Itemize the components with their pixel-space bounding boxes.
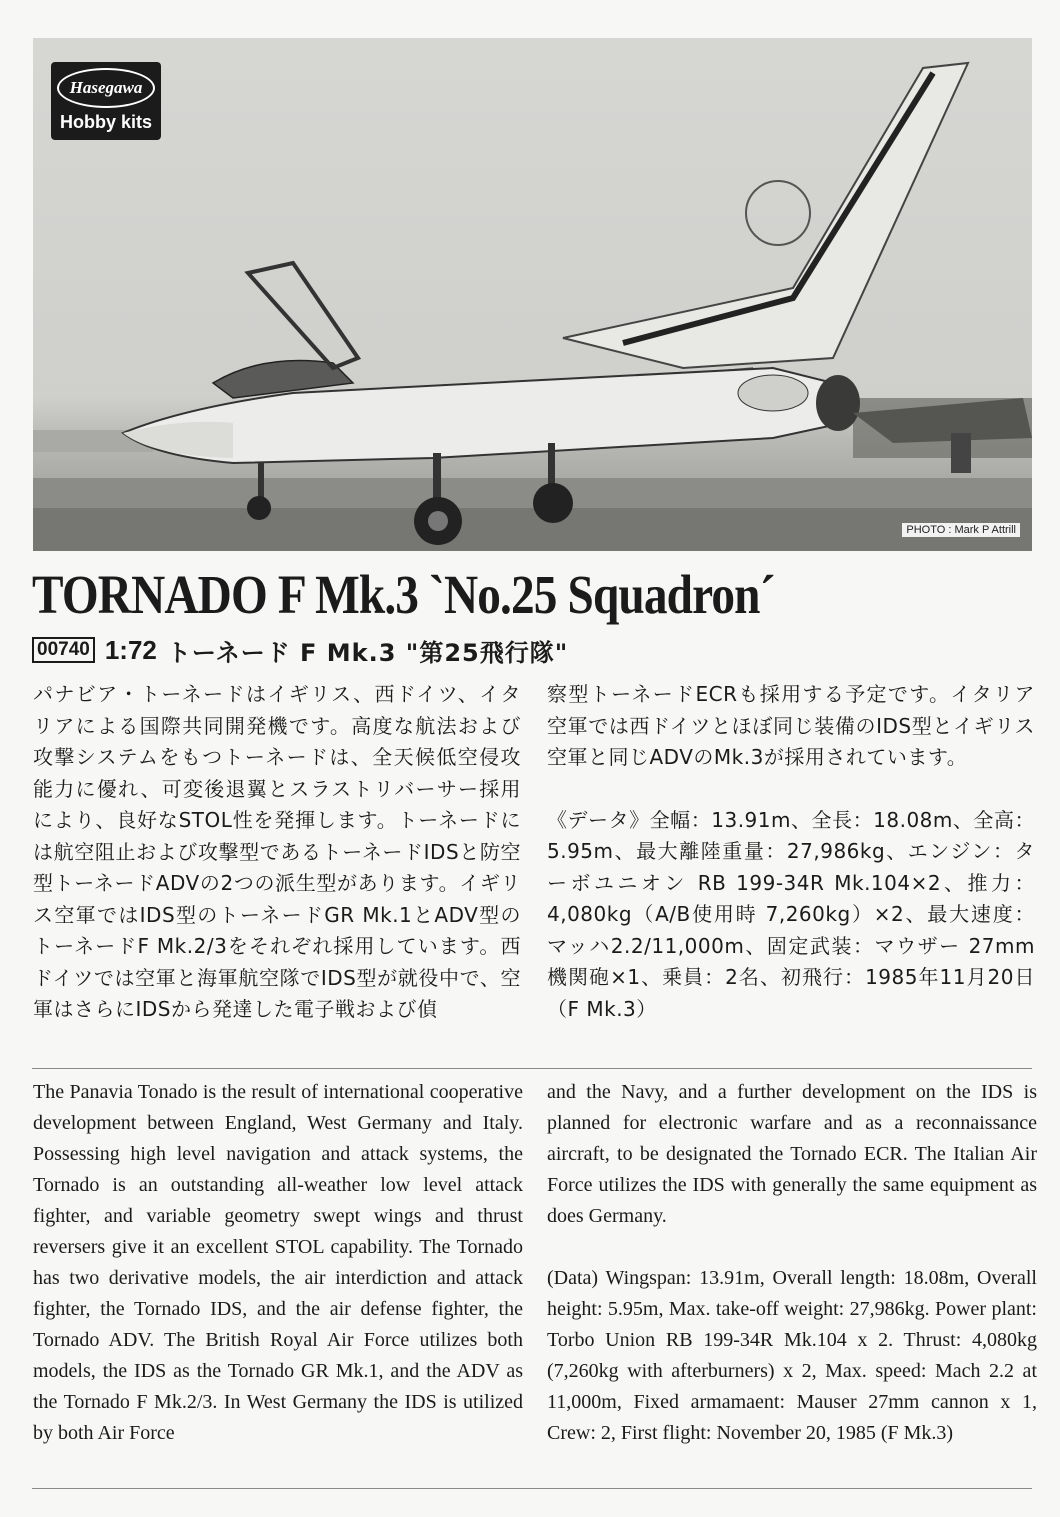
tornado-aircraft-illustration [33, 38, 1032, 551]
bottom-divider [32, 1488, 1032, 1489]
aircraft-photo [33, 38, 1032, 551]
english-data-specs: (Data) Wingspan: 13.91m, Overall length: 18.08m, Overall height: 5.95m, Max. take-off weight: 27,986kg. Power plant: Torbo Union RB 199-34R Mk.104 x 2. Thrust: 4,080kg (7,260kg with afterburners) x 2, Max. speed: Mach 2.2 at 11,000m, Fixed armamaent: Mauser 27mm cannon x 1, Crew: 2, First flight: November 20, 1985 (F Mk.3) [547, 1267, 1037, 1444]
product-subtitle-row [32, 634, 568, 666]
japanese-column-left [33, 679, 521, 1057]
japanese-paragraph-continued: 察型トーネードECRも採用する予定です。イタリア空軍では西ドイツとほぼ同じ装備のIDS型とイギリス空軍と同じADVのMk.3が採用されています。 [547, 682, 1035, 769]
product-scale: 1:72 [104, 634, 157, 665]
photo-credit: PHOTO : Mark P Attrill [902, 523, 1020, 537]
page-title: TORNADO F Mk.3 `No.25 Squadron´ [32, 564, 775, 625]
section-divider [32, 1068, 1032, 1069]
japanese-title: トーネード F Mk.3 "第25飛行隊" [166, 638, 569, 667]
english-paragraph: The Panavia Tonado is the result of international cooperative development between England, West Germany and Italy. Possessing high level navigation and attack systems, the Tornado is an outstanding all-weather low level attack fighter, and variable geometry swept wings and thrust reversers give it an excellent STOL capability. The Tornado has two derivative models, the air interdiction and attack fighter, the Tornado IDS, and the air defense fighter, the Tornado ADV. The British Royal Air Force utilizes both models, the IDS as the Tornado GR Mk.1, and the ADV as the Tornado F Mk.2/3. In West Germany the IDS is utilized by both Air Force [33, 1081, 523, 1444]
japanese-column-right [547, 679, 1035, 1056]
english-paragraph-continued: and the Navy, and a further development on the IDS is planned for electronic warfare and as a reconnaissance aircraft, to be designated the Tornado ECR. The Italian Air Force utilizes the IDS with generally the same equipment as does Germany. [547, 1081, 1037, 1227]
logo-brand-name: Hasegawa [57, 68, 155, 108]
hasegawa-logo [51, 62, 161, 140]
english-column-left [33, 1077, 523, 1480]
logo-tagline: Hobby kits [59, 112, 152, 132]
japanese-data-specs: 《データ》全幅：13.91m、全長：18.08m、全高：5.95m、最大離陸重量：27,986kg、エンジン：ターボユニオン RB 199-34R Mk.104×2、推力：4,080kg（A/B使用時 7,260kg）×2、最大速度：マッハ2.2/11,000m、固定武装：マウザー 27mm機関砲×1、乗員：2名、初飛行：1985年11月20日（F Mk.3） [547, 807, 1035, 1021]
product-code: 00740 [32, 637, 95, 663]
english-column-right [547, 1077, 1037, 1480]
japanese-paragraph: パナビア・トーネードはイギリス、西ドイツ、イタリアによる国際共同開発機です。高度な航法および攻撃システムをもつトーネードは、全天候低空侵攻能力に優れ、可変後退翼とスラストリバーサー採用により、良好なSTOL性を発揮します。トーネードには航空阻止および攻撃型であるトーネードIDSと防空型トーネードADVの2つの派生型があります。イギリス空軍ではIDS型のトーネードGR Mk.1とADV型のトーネードF Mk.2/3をそれぞれ採用しています。西ドイツでは空軍と海軍航空隊でIDS型が就役中で、空軍はさらにIDSから発達した電子戦および偵 [33, 682, 521, 1021]
